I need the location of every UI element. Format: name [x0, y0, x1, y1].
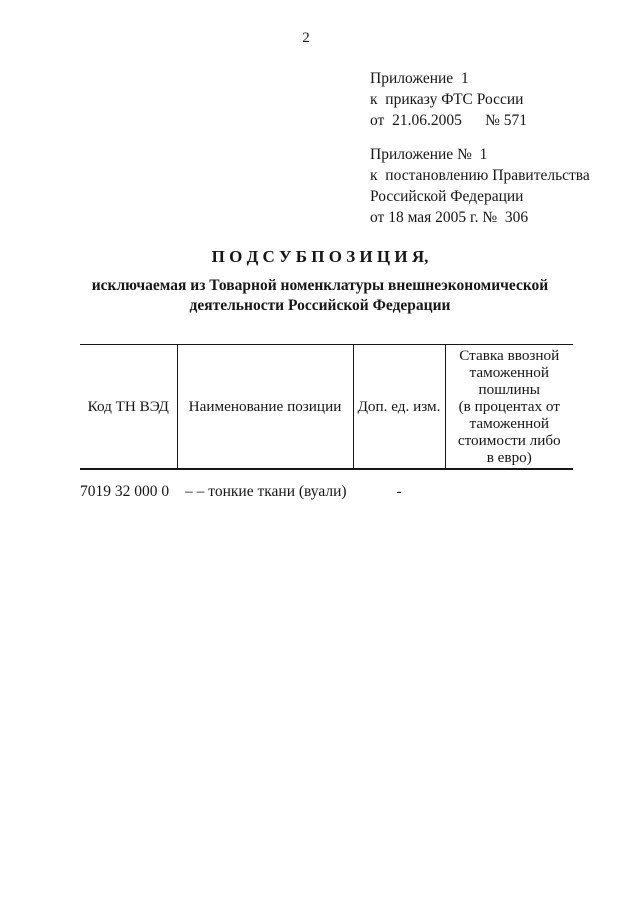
cell-code: 7019 32 000 0 [80, 483, 170, 500]
annex-note-line: к постановлению Правительства [370, 167, 590, 184]
column-header-rate-line: пошлины [478, 381, 540, 398]
column-header-rate-line: таможенной [469, 415, 549, 432]
document-title: П О Д С У Б П О З И Ц И Я, [211, 247, 429, 266]
document-subtitle-line: деятельности Российской Федерации [189, 297, 451, 314]
cell-unit: - [396, 483, 402, 500]
column-header-rate-line: в евро) [486, 449, 532, 466]
page-number: 2 [302, 30, 310, 46]
annex-note-decree [370, 144, 590, 228]
column-header-rate-line: таможенной [469, 364, 549, 381]
annex-note-order [370, 68, 527, 131]
annex-note-line: от 21.06.2005 № 571 [370, 112, 527, 129]
annex-note-line: Приложение 1 [370, 70, 469, 87]
table-row [80, 483, 573, 501]
annex-note-line: от 18 мая 2005 г. № 306 [370, 209, 529, 226]
column-header-rate-line: стоимости либо [457, 432, 561, 449]
document-subtitle-line: исключаемая из Товарной номенклатуры внешнеэкономической [91, 277, 549, 294]
column-header-name: Наименование позиции [177, 345, 353, 470]
column-header-rate-line: Ставка ввозной [459, 347, 560, 364]
document-subtitle [0, 276, 640, 316]
column-header-code: Код ТН ВЭД [80, 345, 177, 470]
tariff-table [80, 344, 573, 470]
cell-rate [445, 483, 573, 501]
cell-name: – – тонкие ткани (вуали) [185, 483, 347, 500]
column-header-rate [445, 345, 573, 470]
annex-note-line: Приложение № 1 [370, 146, 488, 163]
column-header-unit: Доп. ед. изм. [353, 345, 445, 470]
tariff-table-header-row [80, 345, 573, 470]
annex-note-line: Российской Федерации [370, 188, 524, 205]
annex-note-line: к приказу ФТС России [370, 91, 524, 108]
column-header-rate-line: (в процентах от [458, 398, 560, 415]
